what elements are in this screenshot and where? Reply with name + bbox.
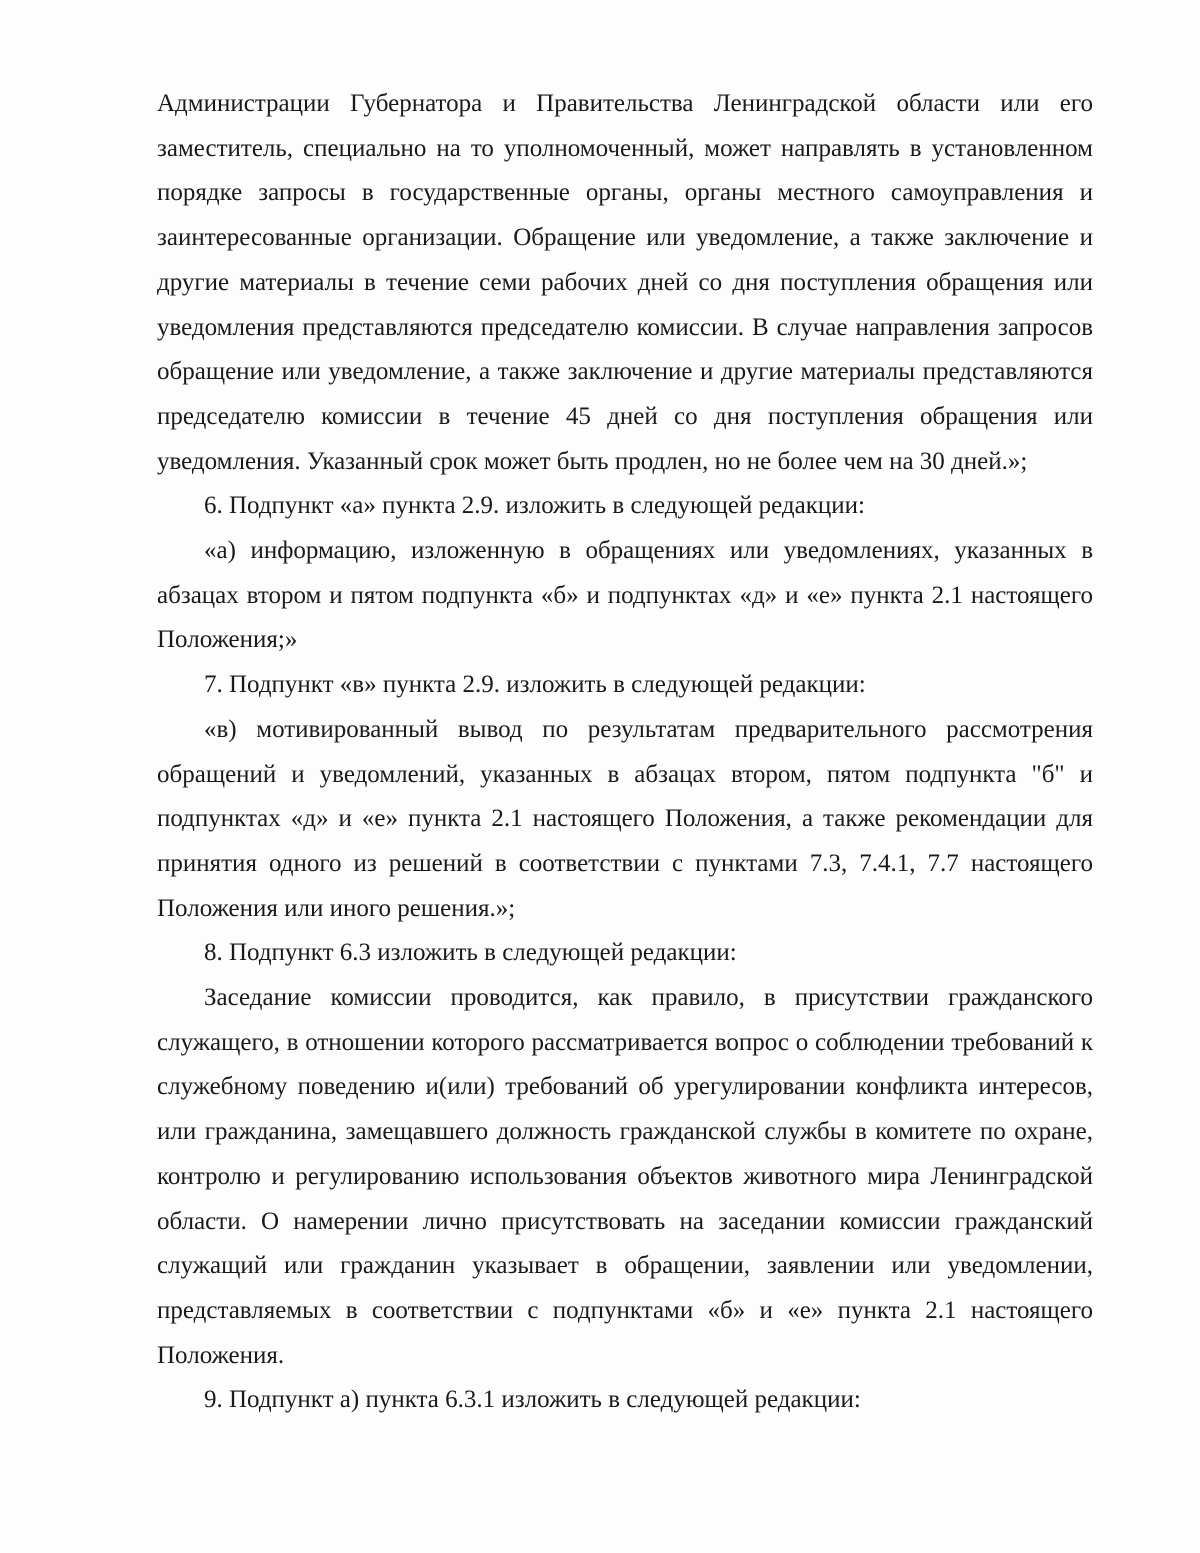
item-9-heading: 9. Подпункт а) пункта 6.3.1 изложить в следующей редакции: bbox=[204, 1386, 861, 1414]
item-8-body: Заседание комиссии проводится, как правило, в присутствии гражданского служащего, в отношении которого рассматривается вопрос о соблюдении требований к служебному поведению и(или) требований об урегулировании конфликта интересов, или гражданина, замещавшего должность гражданской службы в комитете по охране, контролю и регулированию использования объектов животного мира Ленинградской области. О намерении лично присутствовать на заседании комиссии гражданский служащий или гражданин указывает в обращении, заявлении или уведомлении, представляемых в соответствии с подпунктами «б» и «е» пункта 2.1 настоящего Положения. bbox=[157, 984, 1093, 1369]
item-6-body: «а) информацию, изложенную в обращениях или уведомлениях, указанных в абзацах втором и пятом подпункта «б» и подпунктах «д» и «е» пункта 2.1 настоящего Положения;» bbox=[157, 537, 1093, 654]
item-7-body: «в) мотивированный вывод по результатам предварительного рассмотрения обращений и уведомлений, указанных в абзацах втором, пятом подпункта "б" и подпунктах «д» и «е» пункта 2.1 настоящего Положения, а также рекомендации для принятия одного из решений в соответствии с пунктами 7.3, 7.4.1, 7.7 настоящего Положения или иного решения.»; bbox=[157, 715, 1093, 922]
document-body bbox=[157, 82, 1093, 1423]
paragraph-continuation: Администрации Губернатора и Правительства Ленинградской области или его заместитель, специально на то уполномоченный, может направлять в установленном порядке запросы в государственные органы, органы местного самоуправления и заинтересованные организации. Обращение или уведомление, а также заключение и другие материалы в течение семи рабочих дней со дня поступления обращения или уведомления представляются председателю комиссии. В случае направления запросов обращение или уведомление, а также заключение и другие материалы представляются председателю комиссии в течение 45 дней со дня поступления обращения или уведомления. Указанный срок может быть продлен, но не более чем на 30 дней.»; bbox=[157, 90, 1093, 475]
item-8-heading: 8. Подпункт 6.3 изложить в следующей редакции: bbox=[204, 939, 737, 967]
item-7-heading: 7. Подпункт «в» пункта 2.9. изложить в следующей редакции: bbox=[204, 671, 866, 699]
item-6-heading: 6. Подпункт «а» пункта 2.9. изложить в следующей редакции: bbox=[204, 492, 865, 520]
